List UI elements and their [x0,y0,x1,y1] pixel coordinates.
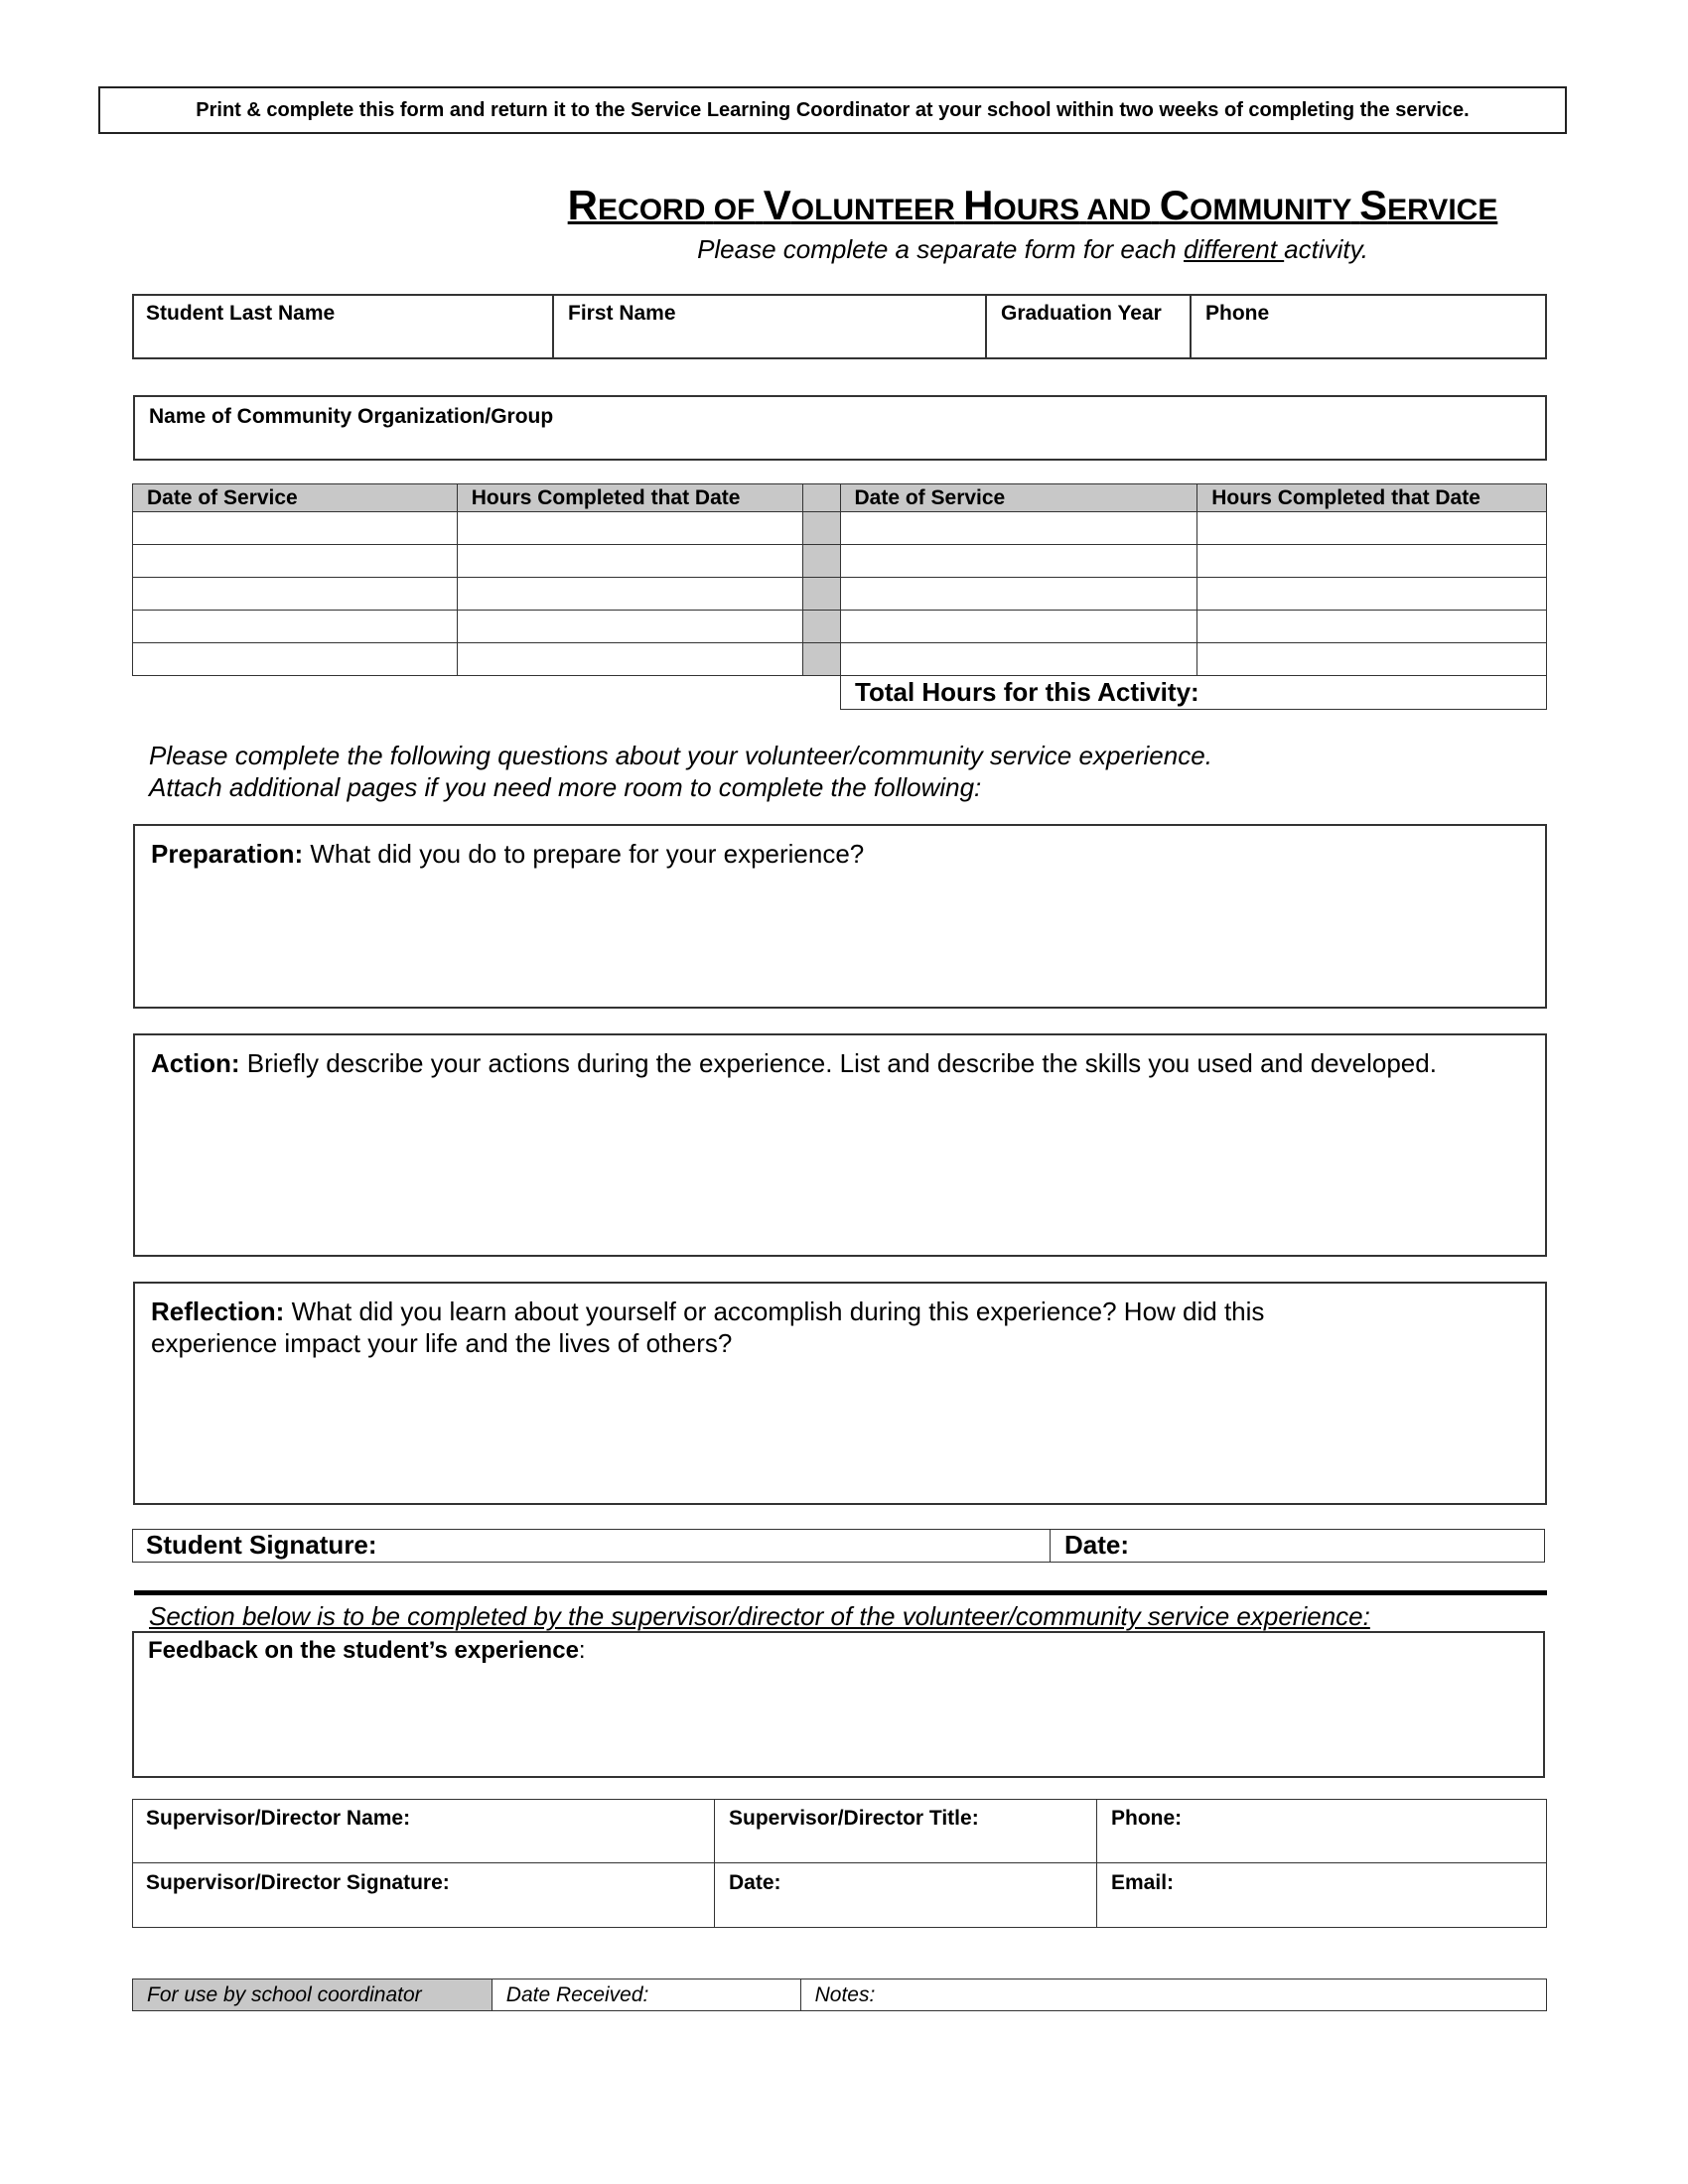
divider-cell [802,611,840,643]
hours-input[interactable] [1197,512,1547,545]
first-name-field[interactable]: First Name [554,294,987,359]
table-row [133,545,1547,578]
date-input[interactable] [840,611,1197,643]
date-input[interactable] [133,611,458,643]
col-hours-completed-2: Hours Completed that Date [1197,484,1547,512]
coordinator-label: For use by school coordinator [133,1979,492,2011]
supervisor-signature-field[interactable]: Supervisor/Director Signature: [132,1863,715,1928]
total-hours-field[interactable]: Total Hours for this Activity: [840,676,1547,710]
supervisor-phone-field[interactable]: Phone: [1097,1799,1547,1863]
action-question: Briefly describe your actions during the experience. List and describe the skills you used and developed. [239,1048,1437,1078]
col-date-of-service-2: Date of Service [840,484,1197,512]
date-input[interactable] [133,545,458,578]
phone-field[interactable]: Phone [1205,302,1270,325]
divider-cell [802,643,840,676]
page-subtitle: Please complete a separate form for each different activity. [697,234,1368,264]
supervisor-title-field[interactable]: Supervisor/Director Title: [715,1799,1097,1863]
supervisor-email-field[interactable]: Email: [1111,1871,1175,1894]
date-received-field[interactable]: Date Received: [492,1979,800,2011]
table-row [133,611,1547,643]
student-date-field[interactable]: Date: [1064,1530,1130,1560]
date-input[interactable] [840,643,1197,676]
action-box[interactable] [133,1033,1547,1257]
date-input[interactable] [840,512,1197,545]
divider-cell [802,578,840,611]
col-date-of-service: Date of Service [133,484,458,512]
hours-table-header [133,484,1547,512]
table-row [133,578,1547,611]
organization-field[interactable]: Name of Community Organization/Group [133,395,1547,461]
preparation-box[interactable] [133,824,1547,1009]
date-input[interactable] [840,545,1197,578]
questions-intro: Please complete the following questions about your volunteer/community service experience. Attach additional pages if you need more room to complete the following: [149,741,1212,802]
hours-input[interactable] [1197,643,1547,676]
date-input[interactable] [133,643,458,676]
hours-input[interactable] [457,643,802,676]
preparation-question: What did you do to prepare for your experience? [303,839,865,869]
coordinator-row [132,1979,1547,2011]
date-input[interactable] [133,578,458,611]
divider-cell [802,545,840,578]
return-instructions: Print & complete this form and return it to the Service Learning Coordinator at your school within two weeks of completing the service. [98,86,1567,134]
reflection-question: What did you learn about yourself or accomplish during this experience? How did this experience impact your life and the lives of others? [151,1297,1265,1358]
graduation-year-field[interactable]: Graduation Year [987,294,1192,359]
supervisor-date-field[interactable]: Date: [715,1863,1097,1928]
hours-input[interactable] [457,578,802,611]
reflection-label: Reflection: [151,1297,285,1326]
hours-input[interactable] [457,545,802,578]
student-last-name-field[interactable]: Student Last Name [132,294,554,359]
hours-input[interactable] [457,611,802,643]
col-hours-completed: Hours Completed that Date [457,484,802,512]
hours-input[interactable] [1197,611,1547,643]
reflection-box[interactable] [133,1282,1547,1505]
supervisor-section-note: Section below is to be completed by the supervisor/director of the volunteer/community service experience: [149,1601,1370,1631]
table-row [133,512,1547,545]
preparation-label: Preparation: [151,839,304,869]
divider-cell [802,484,840,512]
hours-table [132,483,1547,676]
table-row [133,643,1547,676]
section-divider [134,1590,1547,1595]
hours-input[interactable] [1197,545,1547,578]
supervisor-name-field[interactable]: Supervisor/Director Name: [132,1799,715,1863]
feedback-label: Feedback on the student’s experience [148,1637,579,1664]
student-signature-field[interactable]: Student Signature: [132,1529,1051,1563]
divider-cell [802,512,840,545]
date-input[interactable] [840,578,1197,611]
action-label: Action: [151,1048,240,1078]
hours-input[interactable] [457,512,802,545]
feedback-box[interactable]: Feedback on the student’s experience: [132,1631,1545,1778]
notes-field[interactable]: Notes: [800,1979,1546,2011]
date-input[interactable] [133,512,458,545]
hours-input[interactable] [1197,578,1547,611]
page-title: RECORD OF VOLUNTEER HOURS AND COMMUNITY SERVICE [567,182,1498,228]
